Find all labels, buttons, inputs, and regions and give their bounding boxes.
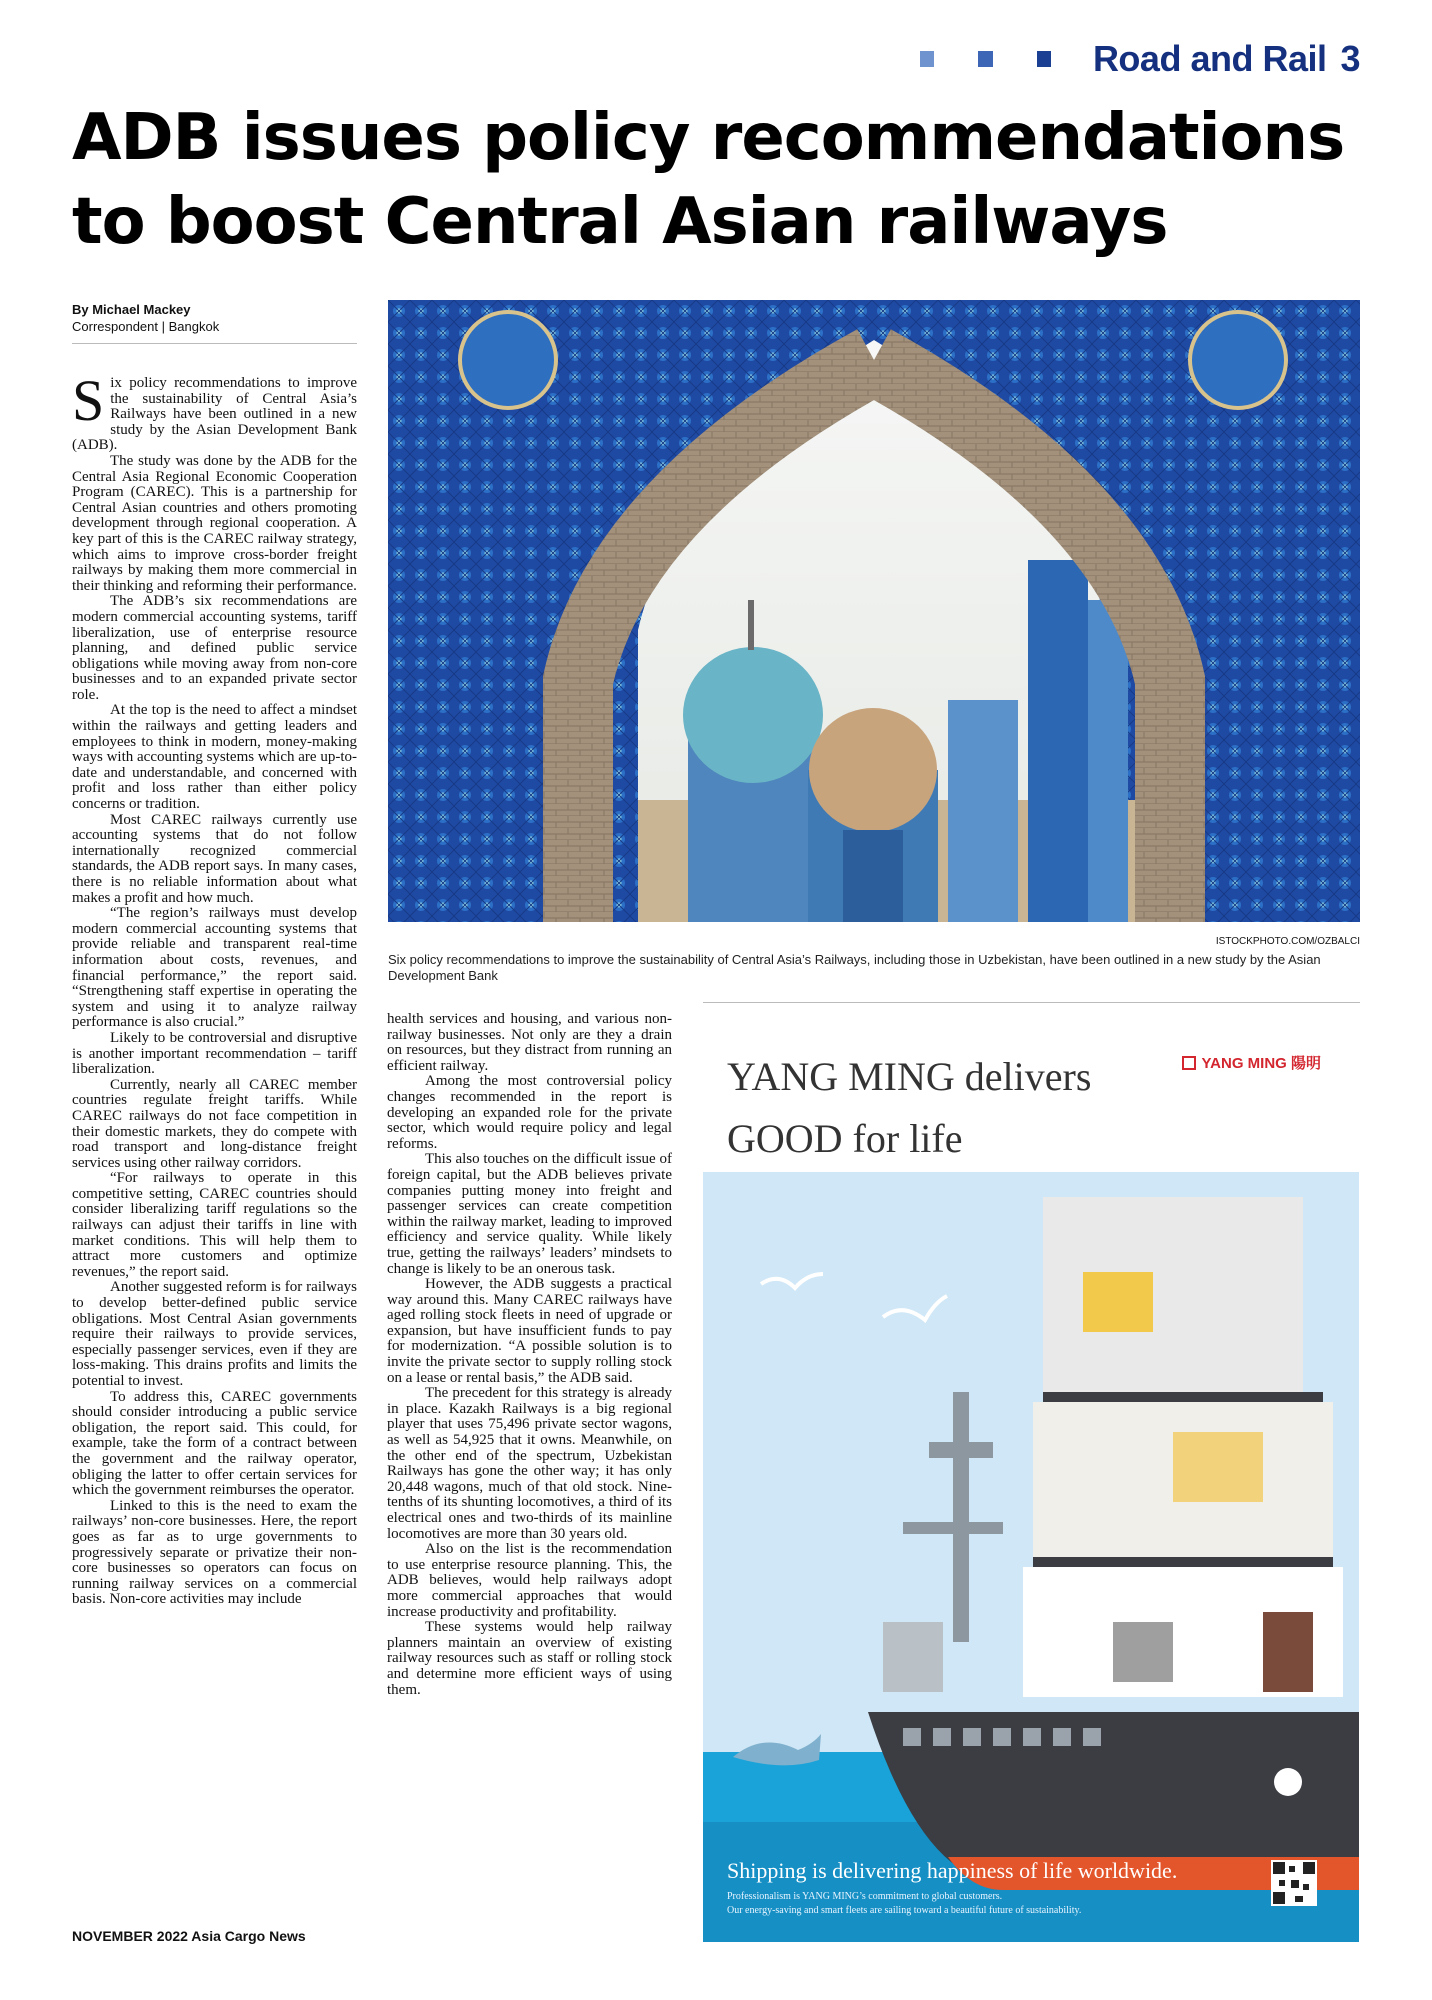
paragraph: Also on the list is the recommendation to use enterprise resource planning. This, the ADB believes, would help railways adopt more commercial approaches that would increase productivity and profitability. [387, 1541, 672, 1620]
ad-headline: YANG MING delivers GOOD for life [727, 1054, 1092, 1161]
byline-divider [72, 343, 357, 344]
lead-paragraph: Six policy recommendations to improve the sustainability of Central Asia’s Railways have been outlined in a new study by the Asian Development Bank (ADB). [72, 376, 357, 454]
paragraph: To address this, CAREC governments should consider introducing a public service obligation, the report said. This could, for example, take the form of a contract between the government and the railway operator, obliging the latter to offer certain services for which the government reimburses the operator. [72, 1388, 357, 1499]
byline [72, 302, 357, 334]
paragraph: “For railways to operate in this competitive setting, CAREC countries should consider liberalizing tariff regulations so the railways can adjust their tariffs in line with market conditions. This will help them to attract more customers and optimize revenues,” the report said. [72, 1170, 357, 1280]
square-decoration-icon [920, 51, 934, 67]
section-header [920, 34, 1360, 84]
qr-code-icon[interactable] [1271, 1860, 1317, 1906]
paragraph: However, the ADB suggests a practical way around this. Many CAREC railways have aged rolling stock fleets in need of upgrade or expansion, but have insufficient funds to pay for modernization. “A possible solution is to invite the private sector to supply rolling stock on a lease or rental basis,” the ADB said. [387, 1276, 672, 1386]
paragraph: This also touches on the difficult issue of foreign capital, but the ADB believes private companies putting money into freight and passenger services can create competition within the railway market, leading to improved efficiency and service quality. While likely true, getting the railways’ leaders’ mindsets to change is likely to be an onerous task. [387, 1151, 672, 1277]
photo-credit: ISTOCKPHOTO.COM/OZBALCI [1215, 936, 1360, 947]
paragraph: The precedent for this strategy is already in place. Kazakh Railways is a big regional player that uses 75,496 private sector wagons, as well as 54,925 that it owns. Meanwhile, on the other end of the spectrum, Uzbekistan Railways has gone the other way; it has only 20,448 wagons, much of that old stock. Nine-tenths of its shunting locomotives, a third of its electrical ones and two-thirds of its mainline locomotives are more than 30 years old. [387, 1385, 672, 1542]
paragraph: “The region’s railways must develop modern commercial accounting systems that provide reliable and transparent real-time information about costs, revenues, and financial performance,” the report said. “Strengthening staff expertise in operating the system and using it to analyze railway performance is also crucial.” [72, 905, 357, 1031]
paragraph: These systems would help railway planners maintain an overview of existing railway resources such as staff or rolling stock and determine more efficient ways of using them. [387, 1619, 672, 1698]
caption-divider [703, 1002, 1360, 1003]
headline-line: to boost Central Asian railways [72, 185, 1168, 259]
paragraph: health services and housing, and various non-railway businesses. Not only are they a drain on resources, but they distract from running an efficient railway. [387, 1012, 672, 1074]
byline-role: Correspondent | Bangkok [72, 319, 220, 334]
yang-ming-logo: YANG MING 陽明 [1182, 1052, 1321, 1073]
paragraph: The ADB’s six recommendations are modern commercial accounting systems, tariff liberalization, use of enterprise resource planning, and defined public service obligations while moving away from non-core businesses and to an expanded private sector role. [72, 593, 357, 703]
paragraph: Linked to this is the need to exam the railways’ non-core businesses. Here, the report goes as far as to urge governments to progressively separate or privatize their non-core businesses so operators can focus on running railway services on a commercial basis. Non-core activities may include [72, 1497, 357, 1608]
paragraph: Likely to be controversial and disruptive is another important recommendation – tariff liberalization. [72, 1029, 357, 1078]
section-title: Road and Rail 3 [1092, 38, 1360, 79]
square-decoration-icon [978, 51, 992, 67]
ad-tagline: Shipping is delivering happiness of life worldwide. [727, 1858, 1178, 1883]
paragraph: The study was done by the ADB for the Central Asia Regional Economic Cooperation Program (CAREC). This is a partnership for Central Asian countries and others promoting development through regional cooperation. A key part of this is the CAREC railway strategy, which aims to improve cross-border freight railways by making them more commercial in their thinking and reforming their performance. [72, 452, 357, 594]
photo-caption: Six policy recommendations to improve the sustainability of Central Asia’s Railways, including those in Uzbekistan, have been outlined in a new study by the Asian Development Bank [388, 952, 1321, 983]
article-column-1 [72, 376, 357, 1856]
uzbekistan-arch-illustration [388, 300, 1360, 922]
article-photo [388, 300, 1360, 922]
ad-subtext: Professionalism is YANG MING’s commitment to global customers. Our energy-saving and smart fleets are sailing toward a beautiful future of sustainability. [727, 1891, 1082, 1916]
drop-cap: S [72, 376, 105, 433]
article-column-2 [387, 1012, 672, 1862]
yang-ming-advertisement[interactable] [703, 1022, 1359, 1942]
square-decoration-icon [1037, 51, 1051, 67]
headline [72, 96, 1372, 264]
issue-footer: NOVEMBER 2022 Asia Cargo News [72, 1928, 306, 1944]
page-number: 3 [1340, 38, 1360, 79]
paragraph: Among the most controversial policy changes recommended in the report is developing an expanded role for the private sector, which would require policy and legal reforms. [387, 1073, 672, 1152]
yang-ming-logo-icon [1182, 1056, 1196, 1070]
paragraph: Currently, nearly all CAREC member countries regulate freight tariffs. While CAREC railways do not face competition in their domestic markets, they do compete with road transport and long-distance freight services using other railway corridors. [72, 1076, 357, 1171]
paragraph: At the top is the need to affect a mindset within the railways and getting leaders and employees to think in modern, money-making ways with accounting systems which are up-to-date and understandable, and concerned with profit and loss rather than either policy concerns or tradition. [72, 702, 357, 813]
paragraph: Most CAREC railways currently use accounting systems that do not follow internationally recognized commercial standards, the ADB report says. In many cases, there is no reliable information about what makes a profit and how much. [72, 811, 357, 906]
headline-line: ADB issues policy recommendations [72, 101, 1345, 175]
byline-author: By Michael Mackey [72, 302, 191, 317]
paragraph: Another suggested reform is for railways to develop better-defined public service obligations. Most Central Asian governments require their railways to provide services, especially passenger services, even if they are loss-making. This drains profits and limits the potential to invest. [72, 1279, 357, 1389]
